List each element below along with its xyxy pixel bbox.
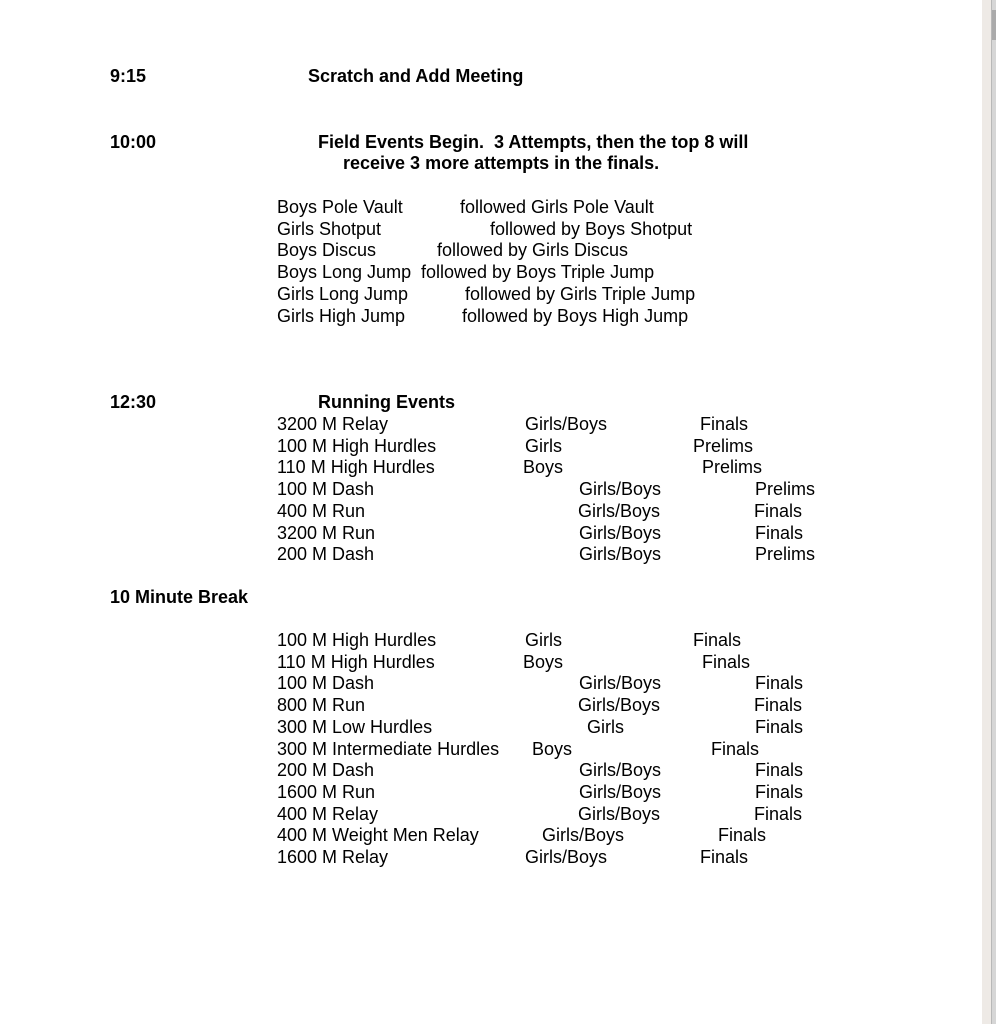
- running-event-name: 100 M High Hurdles: [277, 435, 437, 456]
- finals-event-round: Finals: [711, 738, 760, 759]
- running-event-name: 100 M Dash: [277, 479, 375, 500]
- break-label: 10 Minute Break: [110, 587, 249, 607]
- field-event-name: Boys Pole Vault: [277, 197, 403, 217]
- finals-event-round: Finals: [700, 847, 749, 867]
- finals-event-name: 300 M Intermediate Hurdles: [277, 738, 500, 759]
- finals-event-name: 100 M High Hurdles: [277, 630, 437, 650]
- running-event-name: 3200 M Run: [277, 522, 376, 543]
- scrollbar-thumb[interactable]: [992, 10, 996, 40]
- running-event-round: Prelims: [693, 435, 754, 456]
- running-event-round: Finals: [755, 522, 804, 543]
- field-event-name: Boys Long Jump: [277, 262, 412, 283]
- running-event-gender: Girls: [525, 435, 562, 456]
- finals-event-name: 1600 M Relay: [277, 847, 389, 867]
- finals-event-name: 110 M High Hurdles: [277, 651, 435, 672]
- running-title: Running Events: [318, 392, 456, 412]
- running-event-gender: Girls/Boys: [579, 479, 662, 500]
- field-event-name: Girls Shotput: [277, 218, 382, 239]
- running-time: 12:30: [110, 392, 157, 412]
- scratch-time: 9:15: [110, 66, 147, 86]
- finals-event-gender: Girls/Boys: [525, 847, 608, 867]
- finals-event-name: 200 M Dash: [277, 760, 375, 781]
- running-event-gender: Boys: [523, 457, 564, 478]
- field-event-name: Girls Long Jump: [277, 283, 409, 304]
- finals-event-round: Finals: [755, 760, 804, 781]
- finals-event-gender: Girls/Boys: [579, 760, 662, 781]
- field-event-followup: followed by Girls Discus: [437, 240, 629, 261]
- field-event-followup: followed by Boys High Jump: [462, 305, 689, 326]
- finals-event-name: 400 M Relay: [277, 803, 379, 824]
- field-title-line2: receive 3 more attempts in the finals.: [343, 153, 660, 173]
- finals-event-round: Finals: [702, 651, 751, 672]
- finals-event-name: 400 M Weight Men Relay: [277, 825, 479, 846]
- running-event-gender: Girls/Boys: [579, 544, 662, 565]
- finals-event-gender: Girls/Boys: [579, 781, 662, 802]
- finals-event-round: Finals: [718, 825, 767, 846]
- finals-event-gender: Girls/Boys: [578, 695, 661, 716]
- field-event-followup: followed Girls Pole Vault: [460, 197, 654, 217]
- field-title-line1: Field Events Begin. 3 Attempts, then the top 8 will: [318, 132, 749, 152]
- finals-event-round: Finals: [755, 673, 804, 694]
- finals-event-name: 100 M Dash: [277, 673, 375, 694]
- field-event-name: Boys Discus: [277, 240, 377, 261]
- scrollbar-track[interactable]: [991, 0, 996, 1024]
- running-event-gender: Girls/Boys: [578, 500, 661, 521]
- running-event-name: 3200 M Relay: [277, 414, 389, 434]
- finals-event-name: 800 M Run: [277, 695, 366, 716]
- field-event-followup: followed by Boys Shotput: [490, 218, 693, 239]
- scrollbar-gutter: [982, 0, 991, 1024]
- field-event-followup: followed by Boys Triple Jump: [421, 262, 655, 283]
- field-time: 10:00: [110, 132, 157, 152]
- finals-event-gender: Girls/Boys: [578, 803, 661, 824]
- finals-event-round: Finals: [754, 695, 803, 716]
- finals-event-gender: Boys: [532, 738, 573, 759]
- finals-event-round: Finals: [693, 630, 742, 650]
- running-event-name: 400 M Run: [277, 500, 366, 521]
- finals-event-round: Finals: [755, 781, 804, 802]
- scratch-title: Scratch and Add Meeting: [308, 66, 524, 86]
- finals-event-round: Finals: [755, 716, 804, 737]
- finals-event-name: 1600 M Run: [277, 781, 376, 802]
- finals-event-round: Finals: [754, 803, 803, 824]
- running-event-name: 200 M Dash: [277, 544, 375, 565]
- running-event-round: Prelims: [702, 457, 763, 478]
- running-event-round: Finals: [700, 414, 749, 434]
- field-event-name: Girls High Jump: [277, 305, 406, 326]
- finals-event-gender: Boys: [523, 651, 564, 672]
- finals-event-gender: Girls: [587, 716, 624, 737]
- running-event-gender: Girls/Boys: [579, 522, 662, 543]
- finals-event-gender: Girls: [525, 630, 562, 650]
- running-event-round: Finals: [754, 500, 803, 521]
- running-event-name: 110 M High Hurdles: [277, 457, 435, 478]
- finals-event-gender: Girls/Boys: [579, 673, 662, 694]
- running-event-round: Prelims: [755, 544, 816, 565]
- running-event-gender: Girls/Boys: [525, 414, 608, 434]
- field-event-followup: followed by Girls Triple Jump: [465, 283, 696, 304]
- running-event-round: Prelims: [755, 479, 816, 500]
- finals-event-name: 300 M Low Hurdles: [277, 716, 433, 737]
- finals-event-gender: Girls/Boys: [542, 825, 625, 846]
